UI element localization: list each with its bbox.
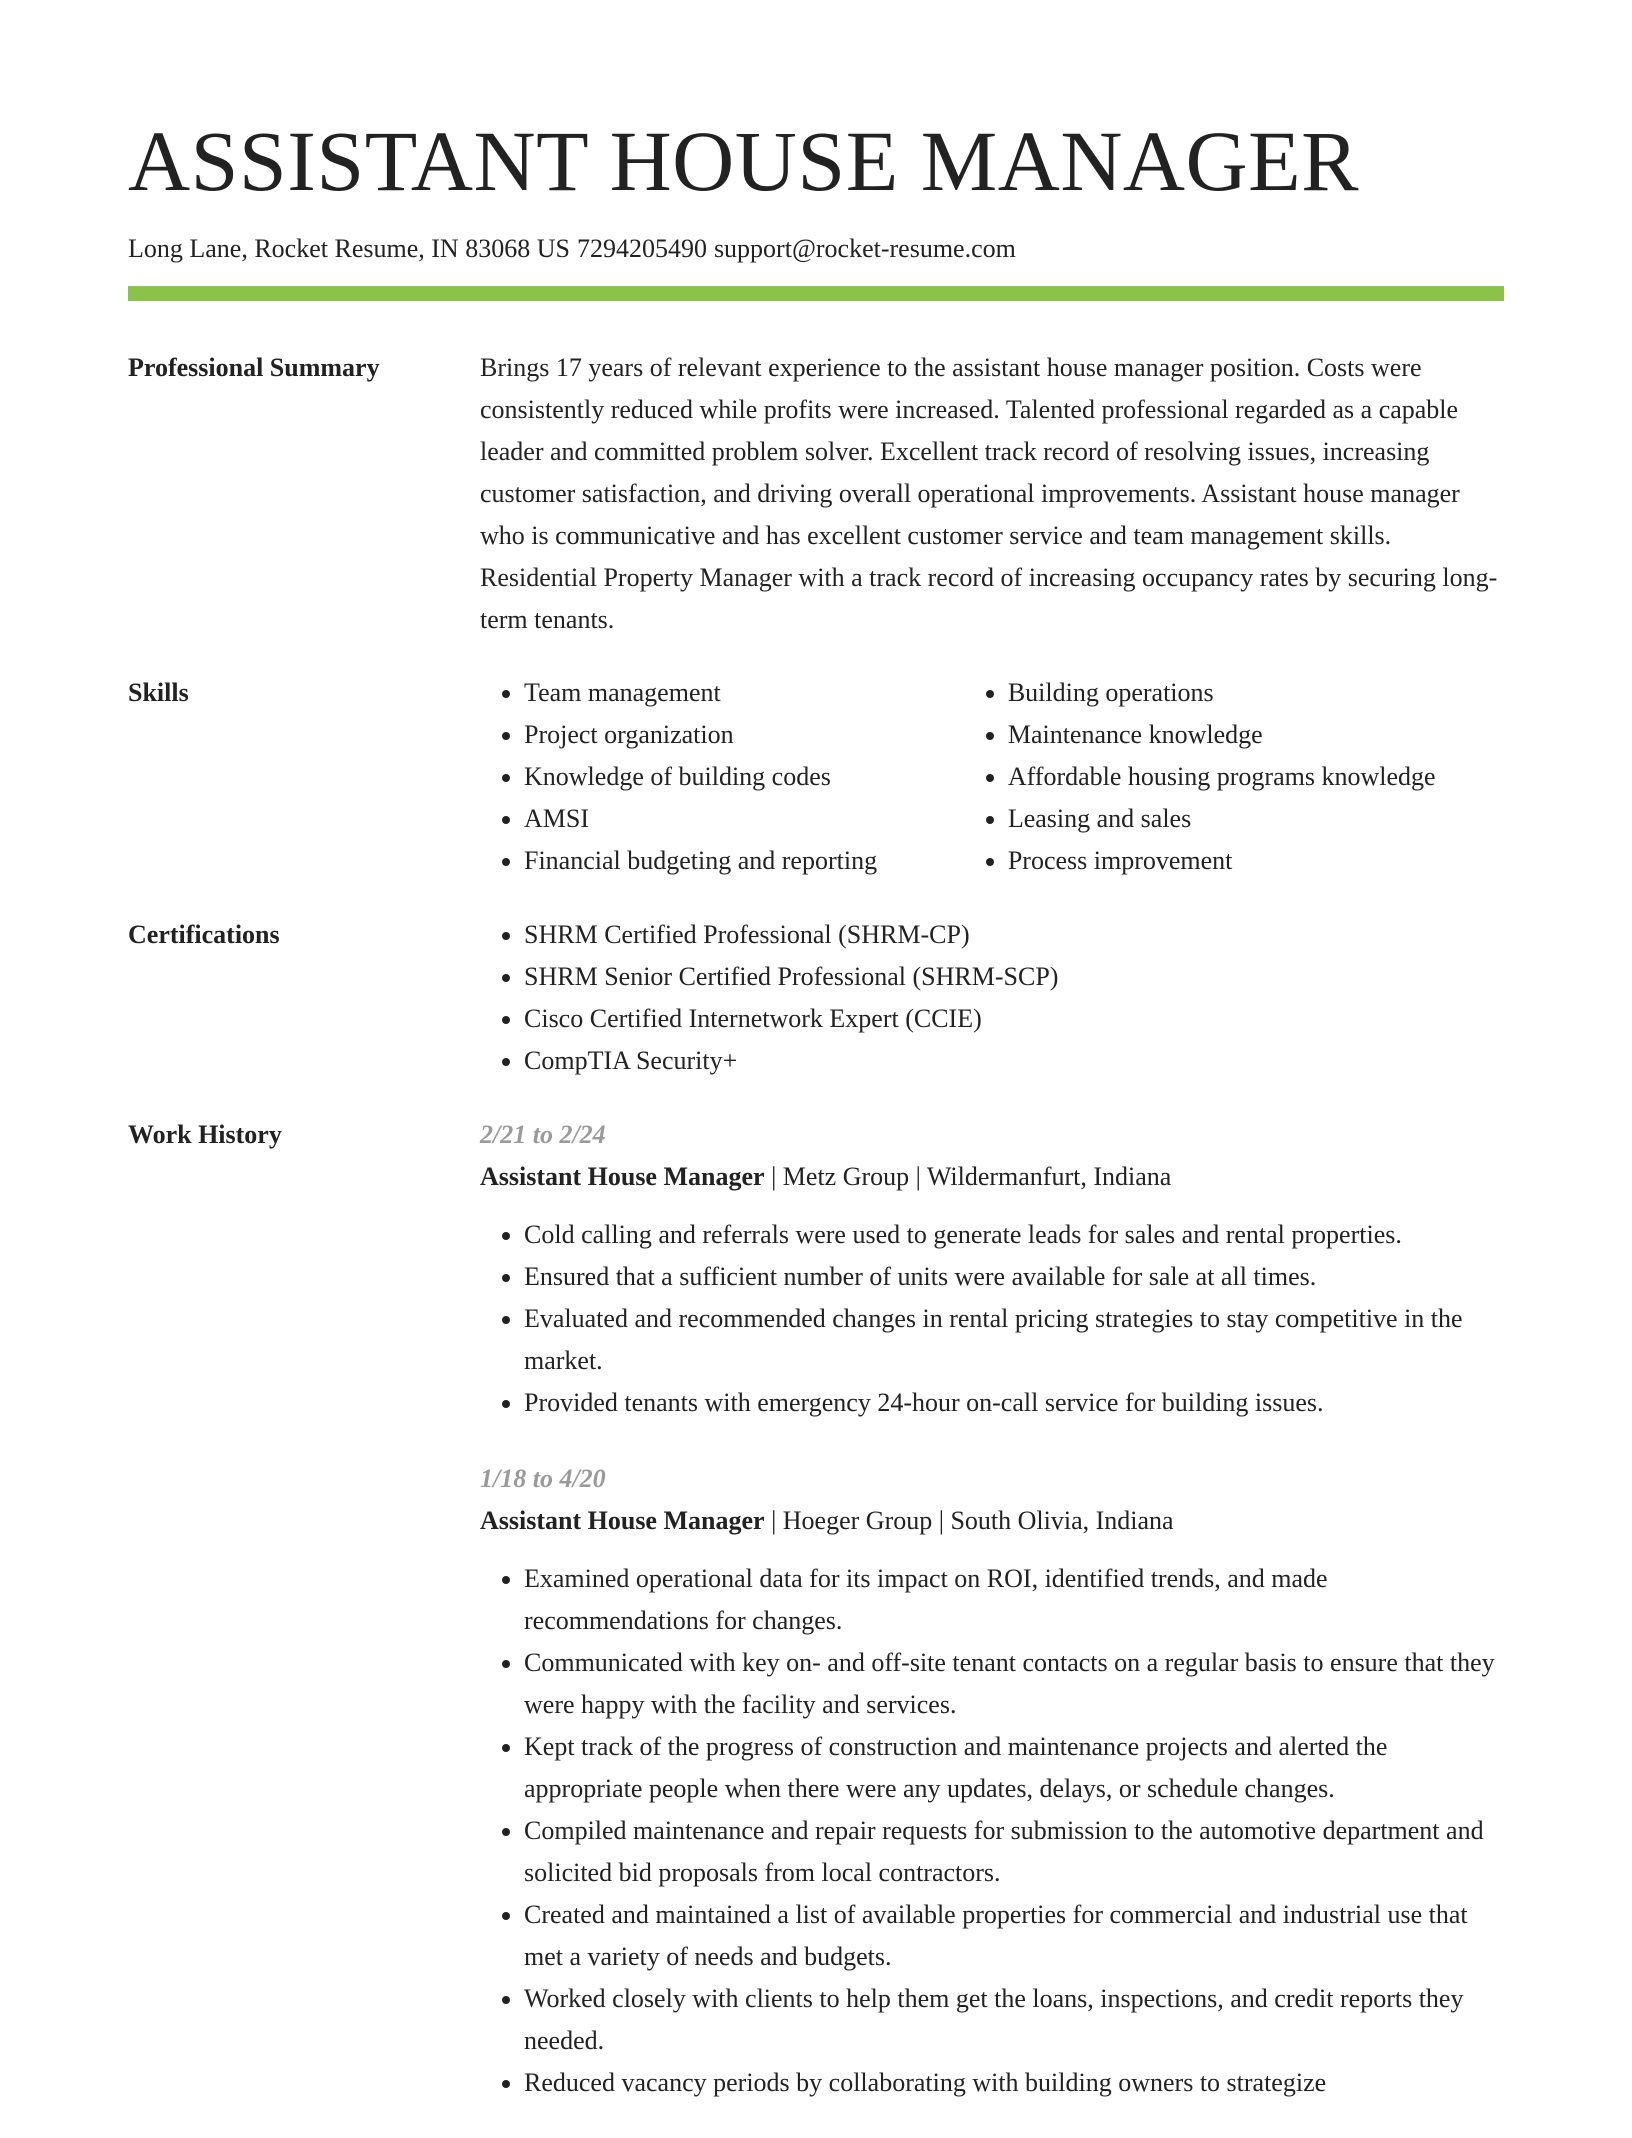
job-bullet: • Reduced vacancy periods by collaborating with building owners to strategize [524,2062,1504,2104]
skill-item: • Knowledge of building codes [524,756,944,798]
job-bullet: • Evaluated and recommended changes in rental pricing strategies to stay competitive in the market. [524,1298,1504,1382]
job-bullet: • Worked closely with clients to help them get the loans, inspections, and credit reports they needed. [524,1978,1504,2062]
contact-address: Long Lane, Rocket Resume, IN 83068 US [128,234,570,263]
certifications-list [480,914,1504,1082]
skills-body [480,672,1504,882]
job-dates: 1/18 to 4/20 [480,1464,606,1493]
skill-item: • Process improvement [1008,840,1504,882]
job-title-line: Assistant House Manager | Metz Group | Wildermanfurt, Indiana [480,1162,1172,1191]
certification-item: • SHRM Certified Professional (SHRM-CP) [524,914,1504,956]
job-bullet: • Examined operational data for its impact on ROI, identified trends, and made recommendations for changes. [524,1558,1504,1642]
contact-email: support@rocket-resume.com [713,234,1016,263]
skill-item: • Affordable housing programs knowledge [1008,756,1504,798]
certification-item: • SHRM Senior Certified Professional (SHRM-SCP) [524,956,1504,998]
certification-item: • Cisco Certified Internetwork Expert (CCIE) [524,998,1504,1040]
job-bullets [480,1558,1504,2104]
section-label-skills: Skills [128,678,189,707]
section-label-work-history: Work History [128,1120,282,1149]
resume-name-heading: ASSISTANT HOUSE MANAGER [128,113,1360,209]
job-bullet: • Provided tenants with emergency 24-hour on-call service for building issues. [524,1382,1504,1424]
job-bullet: • Communicated with key on- and off-site tenant contacts on a regular basis to ensure that they were happy with the facility and services. [524,1642,1504,1726]
skill-item: • Project organization [524,714,944,756]
skill-item: • AMSI [524,798,944,840]
job-title: Assistant House Manager [480,1506,765,1535]
header-accent-bar [128,286,1504,301]
job-title: Assistant House Manager [480,1162,765,1191]
section-label-summary: Professional Summary [128,353,380,382]
job-location: South Olivia, Indiana [950,1506,1174,1535]
job-bullet: • Kept track of the progress of construction and maintenance projects and alerted the appropriate people when there were any updates, delays, or schedule changes. [524,1726,1504,1810]
summary-body [480,347,1504,641]
job-dates: 2/21 to 2/24 [480,1120,606,1149]
job-entry [480,1458,1504,2104]
job-bullet: • Created and maintained a list of available properties for commercial and industrial use that met a variety of needs and budgets. [524,1894,1504,1978]
work-history-body [480,1114,1504,2138]
contact-phone: 7294205490 [576,234,707,263]
job-title-line: Assistant House Manager | Hoeger Group | South Olivia, Indiana [480,1506,1174,1535]
skill-item: • Leasing and sales [1008,798,1504,840]
skill-item: • Financial budgeting and reporting [524,840,944,882]
job-location: Wildermanfurt, Indiana [926,1162,1172,1191]
job-company: Hoeger Group [782,1506,933,1535]
certifications-body [480,914,1504,1082]
skill-item: • Building operations [1008,672,1504,714]
job-entry [480,1114,1504,1424]
job-bullets [480,1214,1504,1424]
skill-item: • Maintenance knowledge [1008,714,1504,756]
summary-text: Brings 17 years of relevant experience to the assistant house manager position. Costs were consistently reduced while profits were increased. Talented professional regarded as a capable leader and committed problem solver. Excellent track record of resolving issues, increasing customer satisfaction, and driving overall operational improvements. Assistant house manager who is communicative and has excellent customer service and team management skills. Residential Property Manager with a track record of increasing occupancy rates by securing long-term tenants. [480,353,1498,634]
skill-item: • Team management [524,672,944,714]
job-company: Metz Group [782,1162,910,1191]
contact-line [128,233,1023,265]
skills-list-left [480,672,944,882]
section-label-certifications: Certifications [128,920,280,949]
job-bullet: • Compiled maintenance and repair requests for submission to the automotive department and solicited bid proposals from local contractors. [524,1810,1504,1894]
certification-item: • CompTIA Security+ [524,1040,1504,1082]
skills-list-right [964,672,1504,882]
job-bullet: • Cold calling and referrals were used to generate leads for sales and rental properties. [524,1214,1504,1256]
job-bullet: • Ensured that a sufficient number of units were available for sale at all times. [524,1256,1504,1298]
